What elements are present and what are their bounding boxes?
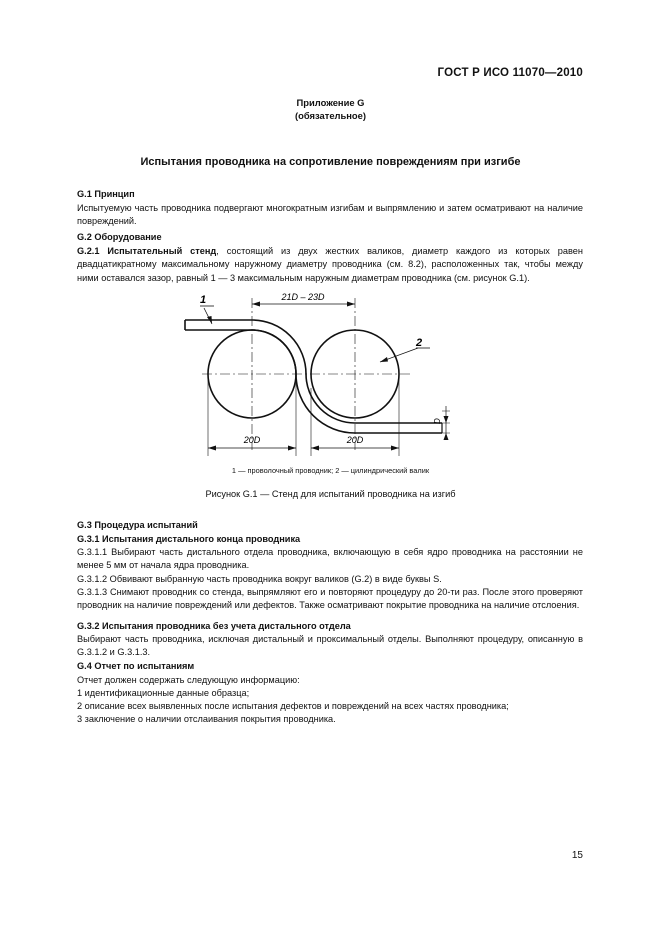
dimension-left: 20D (243, 435, 261, 445)
figure-label-2: 2 (416, 337, 423, 349)
list-item: 2 описание всех выявленных после испытания дефектов и повреждений на всех частях проводника; (77, 701, 509, 711)
paragraph-g1: Испытуемую часть проводника подвергают многократным изгибам и выпрямлению и затем осматривают на наличие повреждений. (77, 203, 583, 227)
dimension-d: D (433, 418, 442, 424)
paragraph-g32: Выбирают часть проводника, исключая дистальный и проксимальный отделы. Выполняют процедуру, описанную в G.3.1.2 и G.3.1.3. (77, 634, 583, 658)
page-number: 15 (571, 850, 583, 861)
dimension-right: 20D (346, 435, 364, 445)
section-heading-g4: G.4 Отчет по испытаниям (77, 661, 195, 671)
page-title: Испытания проводника на сопротивление повреждениям при изгибе (140, 156, 521, 168)
conductor-outer (185, 330, 442, 433)
figure-label-1: 1 (200, 294, 207, 306)
list-item: 1 идентификационные данные образца; (77, 688, 250, 698)
section-heading-g3: G.3 Процедура испытаний (77, 520, 198, 530)
paragraph-g311: G.3.1.1 Выбирают часть дистального отдела проводника, включающую в себя ядро проводника на расстоянии не менее 5 мм от начала ядра проводника. (77, 547, 583, 571)
paragraph-g312: G.3.1.2 Обвивают выбранную часть проводника вокруг валиков (G.2) в виде буквы S. (77, 574, 442, 584)
list-item: 3 заключение о наличии отслаивания покрытия проводника. (77, 714, 336, 724)
paragraph-g4-intro: Отчет должен содержать следующую информацию: (77, 675, 300, 685)
g21-text: , состоящий из двух жестких валиков, диаметр каждого из которых равен двадцатикратному максимальному наружному диаметру проводника (см. 8.2), расположенных так, чтобы между ними оставался зазор, равный 1 — 3 максимальным наружным диаметрам проводника (см. рисунок G.1). (77, 246, 583, 283)
annex-status: (обязательное) (295, 110, 366, 121)
paragraph-g21 (77, 245, 583, 285)
subsection-heading-g31: G.3.1 Испытания дистального конца проводника (77, 534, 301, 544)
figure-caption: Рисунок G.1 — Стенд для испытаний проводника на изгиб (205, 489, 456, 499)
figure-legend: 1 — проволочный проводник; 2 — цилиндрический валик (231, 466, 430, 475)
subsection-heading-g32: G.3.2 Испытания проводника без учета дистального отдела (77, 621, 351, 631)
dimension-top: 21D – 23D (281, 292, 325, 302)
standard-number: ГОСТ Р ИСО 11070—2010 (437, 67, 583, 79)
section-heading-g1: G.1 Принцип (77, 189, 135, 199)
section-heading-g2: G.2 Оборудование (77, 232, 162, 242)
annex-title: Приложение G (296, 97, 365, 108)
paragraph-g313: G.3.1.3 Снимают проводник со стенда, выпрямляют его и повторяют процедуру до 20-ти раз. После этого проверяют проводник на наличие повреждений или дефектов. Также осматривают покрытие проводника на наличие отслоения. (77, 587, 583, 611)
figure-g1 (170, 288, 460, 458)
g21-label: G.2.1 Испытательный стенд (77, 246, 217, 256)
